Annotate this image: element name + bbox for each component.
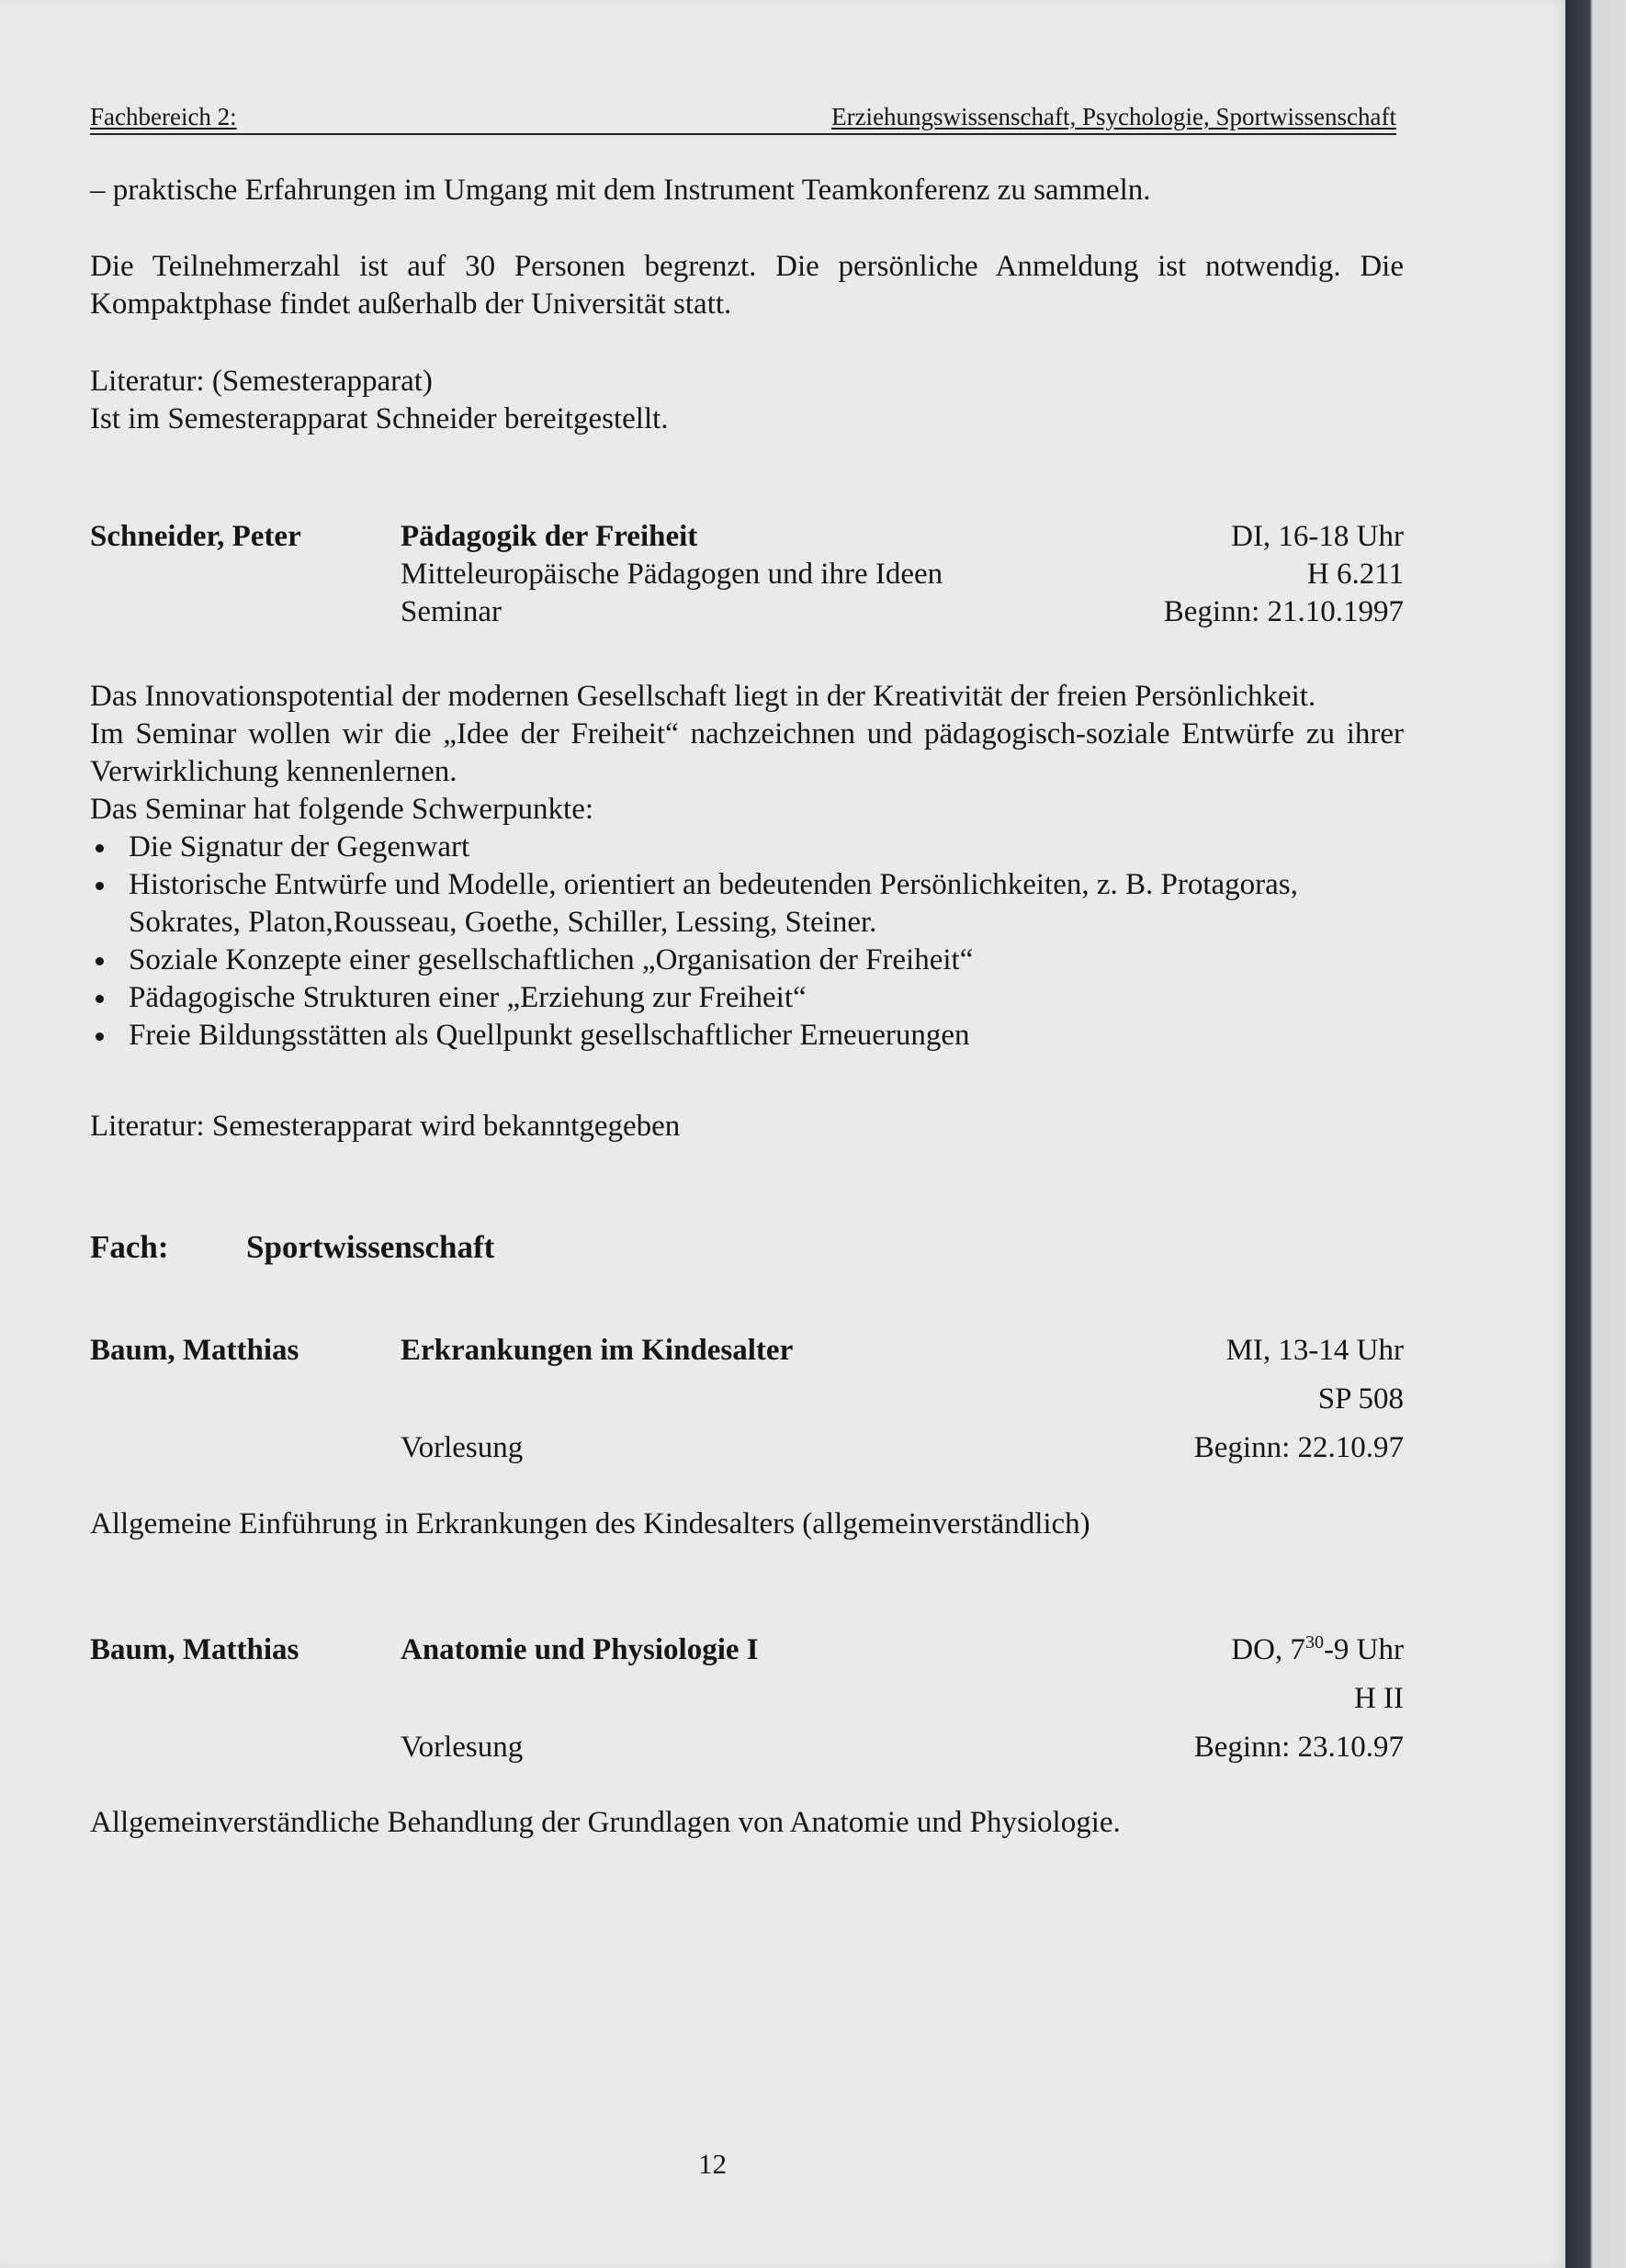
course-type: Vorlesung	[401, 1731, 524, 1764]
list-item: Freie Bildungsstätten als Quellpunkt gesellschaftlicher Erneuerungen	[90, 1017, 1404, 1055]
subject-name: Sportwissenschaft	[246, 1229, 495, 1265]
course-type: Seminar	[401, 595, 502, 628]
course-subtitle: Mitteleuropäische Pädagogen und ihre Ideen	[401, 558, 943, 591]
course-time: DI, 16-18 Uhr	[1231, 520, 1404, 553]
course-room: SP 508	[1317, 1382, 1404, 1416]
course-literature	[90, 1108, 1404, 1145]
course-description	[90, 1804, 1404, 1842]
literature-line-2: Ist im Semesterapparat Schneider bereitgestellt.	[90, 402, 669, 435]
course-paedagogik-der-freiheit	[90, 518, 1404, 631]
course-type: Vorlesung	[401, 1431, 524, 1464]
course-lecturer: Schneider, Peter	[90, 520, 301, 553]
description-line: Im Seminar wollen wir die „Idee der Freiheit“ nachzeichnen und pädagogisch-soziale Entwürfe zu ihrer Verwirklichung kennenlernen.	[90, 717, 1404, 788]
focus-list	[90, 829, 1404, 1055]
course-room: H II	[1353, 1682, 1404, 1715]
participants-text: Die Teilnehmerzahl ist auf 30 Personen begrenzt. Die persönliche Anmeldung ist notwendig. Die Kompaktphase findet außerhalb der Universität statt.	[90, 250, 1404, 321]
course-anatomie	[90, 1631, 1404, 1766]
course-start: Beginn: 22.10.97	[1193, 1431, 1404, 1464]
course-time: DO, $7^{30}-9$ Uhr	[1231, 1632, 1404, 1666]
intro-section	[90, 172, 1404, 209]
literature-line-1: Literatur: (Semesterapparat)	[90, 365, 433, 398]
dash-line: – praktische Erfahrungen im Umgang mit dem Instrument Teamkonferenz zu sammeln.	[90, 174, 1151, 207]
course-title: Pädagogik der Freiheit	[401, 520, 698, 553]
literature-line: Literatur: Semesterapparat wird bekanntgegeben	[90, 1110, 681, 1143]
list-item: Die Signatur der Gegenwart	[90, 829, 1404, 866]
course-description	[90, 678, 1404, 1055]
course-room: H 6.211	[1306, 558, 1404, 591]
list-item: Pädagogische Strukturen einer „Erziehung zur Freiheit“	[90, 979, 1404, 1017]
course-time: MI, 13-14 Uhr	[1225, 1334, 1404, 1367]
scan-edge	[1565, 0, 1626, 2268]
description-line: Allgemeine Einführung in Erkrankungen des Kindesalters (allgemeinverständlich)	[90, 1507, 1090, 1540]
running-header	[90, 103, 1396, 135]
description-line: Das Seminar hat folgende Schwerpunkte:	[90, 793, 594, 826]
course-erkrankungen	[90, 1332, 1404, 1467]
header-subjects: Erziehungswissenschaft, Psychologie, Sportwissenschaft	[831, 103, 1396, 130]
course-lecturer: Baum, Matthias	[90, 1633, 299, 1666]
participants-note	[90, 248, 1404, 323]
description-line: Das Innovationspotential der modernen Gesellschaft liegt in der Kreativität der freien Persönlichkeit.	[90, 680, 1316, 713]
subject-heading	[90, 1229, 494, 1266]
subject-label: Fach:	[90, 1229, 169, 1265]
list-item: Historische Entwürfe und Modelle, orientiert an bedeutenden Persönlichkeiten, z. B. Protagoras, Sokrates, Platon,Rousseau, Goethe, Schiller, Lessing, Steiner.	[90, 866, 1404, 942]
course-start: Beginn: 23.10.97	[1193, 1731, 1404, 1764]
course-title: Anatomie und Physiologie I	[401, 1633, 759, 1666]
course-start: Beginn: 21.10.1997	[1163, 595, 1404, 628]
list-item: Soziale Konzepte einer gesellschaftlichen „Organisation der Freiheit“	[90, 942, 1404, 979]
description-line: Allgemeinverständliche Behandlung der Grundlagen von Anatomie und Physiologie.	[90, 1806, 1121, 1839]
course-description	[90, 1506, 1404, 1543]
intro-literature	[90, 363, 1404, 438]
course-lecturer: Baum, Matthias	[90, 1334, 299, 1367]
header-department: Fachbereich 2:	[90, 103, 237, 130]
course-title: Erkrankungen im Kindesalter	[401, 1334, 794, 1367]
page-number: 12	[698, 2148, 727, 2180]
